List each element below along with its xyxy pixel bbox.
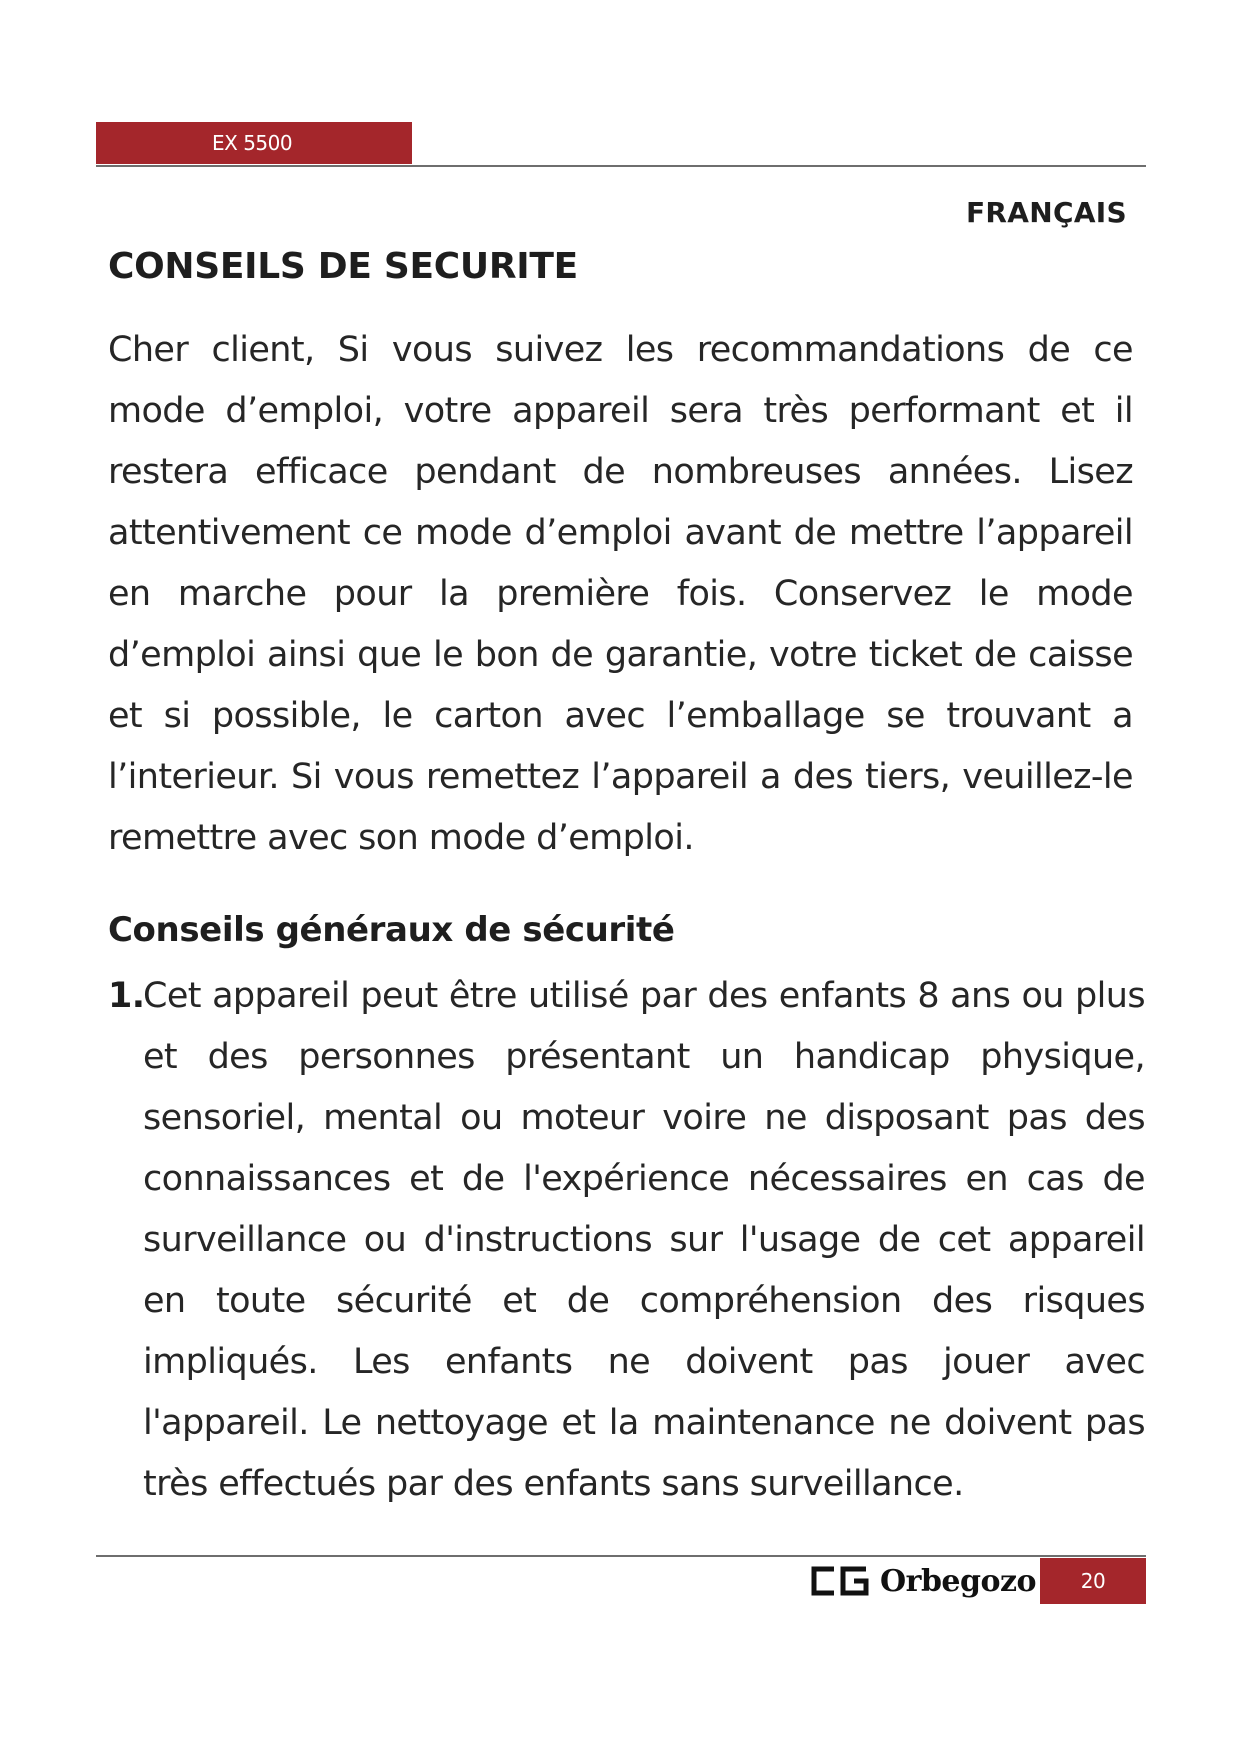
brand [810,1560,1036,1602]
header-divider [96,165,1146,167]
language-label: FRANÇAIS [966,196,1127,229]
model-tab [96,122,412,164]
footer-divider [96,1555,1146,1557]
page-number: 20 [1040,1558,1146,1604]
list-item [108,966,1145,1515]
list-item-text: Cet appareil peut être utilisé par des enfants 8 ans ou plus et des personnes présentant un handicap physique, sensoriel, mental ou moteur voire ne disposant pas des connaissances et de l'expérience nécessaires en cas de surveillance ou d'instructions sur l'usage de cet appareil en toute sécurité et de compréhension des risques impliqués. Les enfants ne doivent pas jouer avec l'appareil. Le nettoyage et la maintenance ne doivent pas très effectués par des enfants sans surveillance. [143,976,1145,1504]
list-item-number: 1. [108,976,145,1016]
model-label: EX 5500 [212,131,293,155]
safety-rules-list [108,966,1145,1515]
brand-name: Orbegozo [880,1563,1037,1599]
page-title: CONSEILS DE SECURITE [108,246,578,287]
brand-logo-icon [810,1566,870,1596]
section-title: Conseils généraux de sécurité [108,910,675,950]
intro-paragraph: Cher client, Si vous suivez les recommandations de ce mode d’emploi, votre appareil sera très performant et il restera efficace pendant de nombreuses années. Lisez attentivement ce mode d’emploi avant de mettre l’appareil en marche pour la première fois. Conservez le mode d’emploi ainsi que le bon de garantie, votre ticket de caisse et si possible, le carton avec l’emballage se trouvant a l’interieur. Si vous remettez l’appareil a des tiers, veuillez-le remettre avec son mode d’emploi. [108,330,1133,858]
